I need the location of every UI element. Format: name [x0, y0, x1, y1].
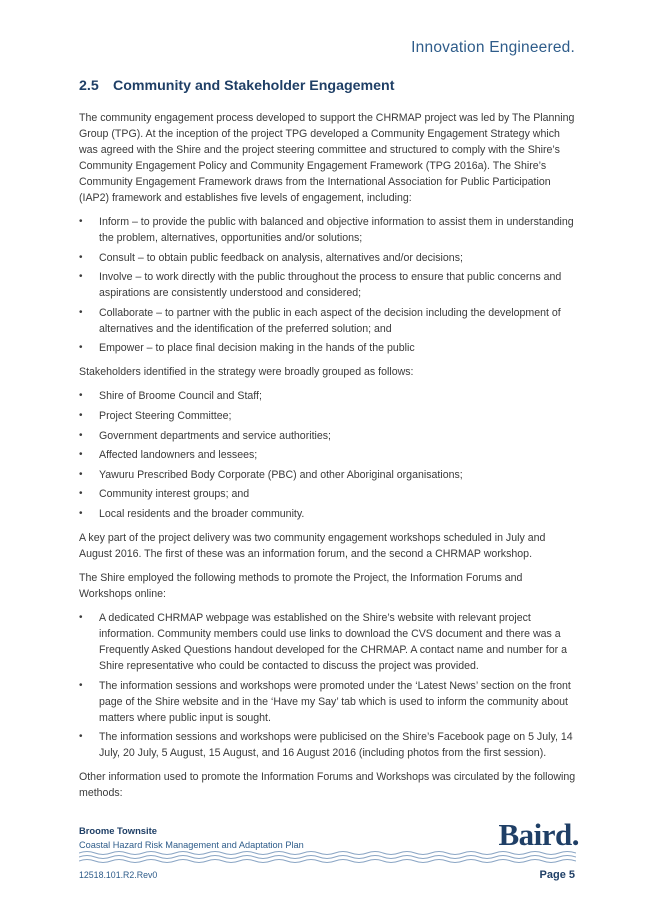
- list-item: [79, 214, 577, 246]
- list-item: [79, 729, 577, 761]
- list-item: [79, 250, 577, 266]
- bullet-icon: •: [79, 449, 83, 461]
- bullet-icon: •: [79, 342, 83, 354]
- section-title: Community and Stakeholder Engagement: [113, 78, 395, 94]
- baird-logo: Baird.: [498, 817, 579, 852]
- bullet-icon: •: [79, 251, 83, 263]
- bullet-icon: •: [79, 390, 83, 402]
- wave-divider-icon: [79, 850, 576, 864]
- document-reference: 12518.101.R2.Rev0: [79, 870, 158, 880]
- page-content: [79, 78, 577, 809]
- list-item-text: Project Steering Committee;: [99, 409, 232, 422]
- list-item: [79, 408, 577, 424]
- list-item-text: Government departments and service authorities;: [99, 429, 332, 442]
- bullet-icon: •: [79, 488, 83, 500]
- section-number: 2.5: [79, 78, 99, 94]
- footer-project-info: [79, 825, 304, 850]
- intro-paragraph: The community engagement process developed to support the CHRMAP project was led by The Planning Group (TPG). At the inception of the project TPG developed a Community Engagement Strategy which was agreed with the Shire and the project steering committee and structured to comply with the Shire’s Community Engagement Policy and Community Engagement Framework (TPG 2016a). The Shire’s Community Engagement Framework draws from the International Association for Public Participation (IAP2) framework and establishes five levels of engagement, including:: [79, 112, 575, 204]
- bullet-icon: •: [79, 271, 83, 283]
- list-item-text: Involve – to work directly with the public throughout the process to ensure that public concerns and aspirations are consistently understood and considered;: [99, 271, 562, 300]
- methods-intro: The Shire employed the following methods to promote the Project, the Information Forums and Workshops online:: [79, 571, 523, 600]
- list-item: [79, 678, 577, 726]
- list-item-text: The information sessions and workshops were publicised on the Shire’s Facebook page on 5 July, 14 July, 20 July, 5 August, 15 August, and 16 August 2016 (including photos from the first session).: [99, 731, 573, 760]
- list-item-text: Local residents and the broader community.: [99, 507, 305, 520]
- list-item: [79, 506, 577, 522]
- list-item: [79, 305, 577, 337]
- list-item-text: Shire of Broome Council and Staff;: [99, 390, 262, 403]
- list-item: [79, 340, 577, 356]
- section-heading: [79, 78, 577, 94]
- page-number: Page 5: [539, 869, 575, 881]
- footer-subtitle: Coastal Hazard Risk Management and Adaptation Plan: [79, 840, 304, 850]
- bullet-icon: •: [79, 429, 83, 441]
- bullet-icon: •: [79, 306, 83, 318]
- list-item: [79, 269, 577, 301]
- list-item: [79, 467, 577, 483]
- bullet-icon: •: [79, 507, 83, 519]
- list-item-text: Community interest groups; and: [99, 488, 250, 501]
- list-item-text: Inform – to provide the public with balanced and objective information to assist them in understanding the problem, alternatives, opportunities and/or solutions;: [99, 216, 574, 244]
- list-item-text: Empower – to place final decision making in the hands of the public: [99, 342, 415, 355]
- closing-paragraph: Other information used to promote the Information Forums and Workshops was circulated by the following methods:: [79, 771, 576, 800]
- bullet-icon: •: [79, 679, 83, 691]
- list-item: [79, 486, 577, 502]
- stakeholders-list: [79, 388, 577, 522]
- bullet-icon: •: [79, 468, 83, 480]
- list-item: [79, 388, 577, 404]
- bullet-icon: •: [79, 409, 83, 421]
- list-item: [79, 428, 577, 444]
- list-item-text: Affected landowners and lessees;: [99, 449, 258, 462]
- list-item-text: Consult – to obtain public feedback on analysis, alternatives and/or decisions;: [99, 251, 463, 264]
- bullet-icon: •: [79, 216, 83, 227]
- header-tagline: Innovation Engineered.: [411, 39, 575, 56]
- stakeholders-intro: Stakeholders identified in the strategy were broadly grouped as follows:: [79, 366, 414, 379]
- list-item-text: Collaborate – to partner with the public in each aspect of the decision including the development of alternatives and the identification of the preferred solution; and: [99, 306, 561, 335]
- footer-title: Broome Townsite: [79, 825, 157, 836]
- engagement-levels-list: [79, 214, 577, 356]
- list-item: [79, 610, 577, 674]
- methods-list: [79, 610, 577, 761]
- workshops-paragraph: A key part of the project delivery was two community engagement workshops scheduled in July and August 2016. The first of these was an information forum, and the second a CHRMAP workshop.: [79, 531, 546, 560]
- bullet-icon: •: [79, 611, 83, 623]
- bullet-icon: •: [79, 731, 83, 743]
- list-item: [79, 447, 577, 463]
- list-item-text: A dedicated CHRMAP webpage was established on the Shire’s website with relevant project information. Community members could use links to download the CVS document and there was a Frequently Asked Questions handout developed for the CHRMAP. A contact name and number for a Shire representative who could be contacted to discuss the project was provided.: [99, 611, 567, 672]
- list-item-text: Yawuru Prescribed Body Corporate (PBC) and other Aboriginal organisations;: [99, 468, 463, 481]
- list-item-text: The information sessions and workshops were promoted under the ‘Latest News’ section on the front page of the Shire website and in the ‘Have my Say’ tab which is used to inform the community about matters where public input is sought.: [99, 679, 571, 724]
